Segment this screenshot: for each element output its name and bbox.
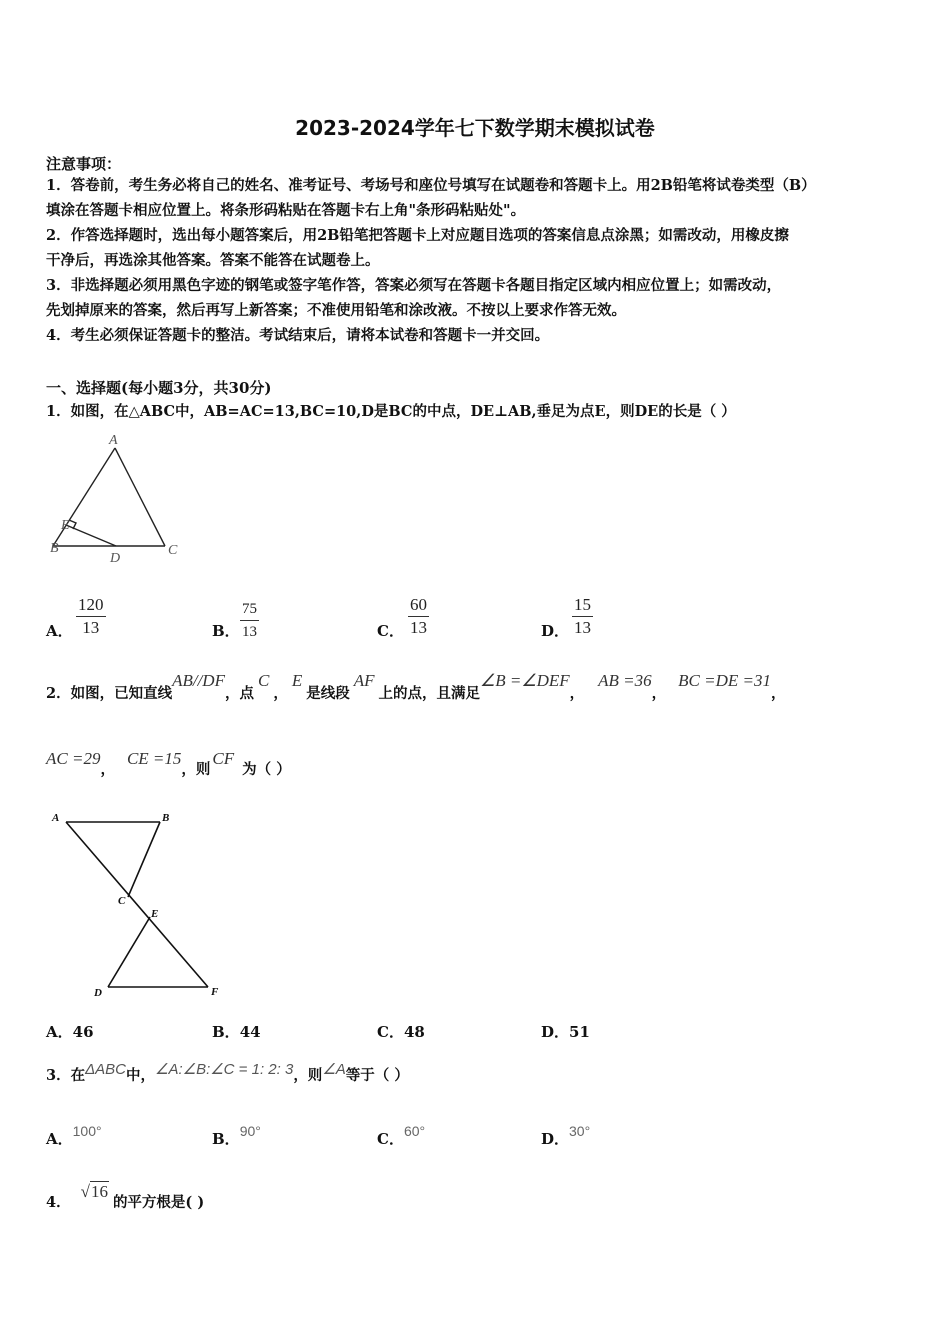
q3-option-c-value: 60°: [403, 1123, 426, 1139]
q3-option-a-value: 100°: [72, 1123, 102, 1139]
q2-option-a[interactable]: [46, 1021, 94, 1042]
note-3-line-1: 3．非选择题必须用黑色字迹的钢笔或签字笔作答，答案必须写在答题卡各题目指定区域内相应位置上；如需改动，: [46, 277, 782, 294]
q2-text-3: ，: [273, 685, 288, 702]
q2-option-c-letter: C．: [377, 1023, 404, 1041]
q1-option-c-fraction: [408, 594, 429, 639]
note-4-line-1: 4．考生必须保证答题卡的整洁。考试结束后，请将本试卷和答题卡一并交回。: [46, 327, 550, 344]
q3-option-a[interactable]: [46, 1124, 102, 1154]
q2-option-b-letter: B．: [212, 1023, 240, 1041]
q1-label-a: A: [109, 433, 118, 448]
q2-math-ce-15: CE =15: [126, 749, 182, 768]
q4-math-radicand: 16: [90, 1182, 108, 1201]
question-4-text: [46, 1182, 205, 1219]
note-4: [46, 323, 908, 348]
question-1-text: 1．如图，在△ABC中，AB=AC=13,BC=10,D是BC的中点，DE⊥AB,垂足为点E，则DE的长是（ ）: [46, 403, 736, 420]
q1-option-b-numerator: 75: [240, 598, 259, 621]
q2-label-c: C: [118, 895, 126, 907]
q1-option-d-fraction: [572, 594, 593, 639]
note-1: [46, 173, 908, 223]
q2-option-b[interactable]: [212, 1021, 261, 1042]
q2-label-e: E: [151, 908, 159, 920]
q4-text-2: 的平方根是( ): [112, 1194, 205, 1211]
q1-option-c-letter[interactable]: C．: [377, 622, 404, 640]
q3-text-4: 等于（ ）: [345, 1067, 409, 1084]
q2-math-ab-parallel-df: AB//DF: [172, 671, 225, 690]
q1-option-b-fraction: [240, 598, 259, 643]
q3-option-b-letter: B．: [212, 1130, 240, 1148]
q2-text-2: ，点: [224, 685, 254, 702]
q2-option-c-value: 48: [403, 1023, 425, 1041]
q1-label-c: C: [168, 543, 178, 558]
question-1-figure: [40, 428, 200, 568]
q2-option-b-value: 44: [239, 1023, 261, 1041]
q1-option-a-letter[interactable]: A．: [46, 622, 73, 640]
q3-option-b-value: 90°: [239, 1123, 261, 1139]
q3-option-a-letter: A．: [46, 1130, 73, 1148]
q2-math-ac-29: AC =29: [46, 749, 101, 768]
q1-option-a-fraction: [76, 594, 106, 639]
q4-math-sqrt: √16: [80, 1182, 108, 1201]
q1-option-b-denominator: 13: [242, 624, 257, 640]
q2-text-10: ，则: [181, 761, 211, 778]
question-3-text: [46, 1060, 409, 1092]
note-3-line-2: 先划掉原来的答案，然后再写上新答案；不准使用铅笔和涂改液。不按以上要求作答无效。: [46, 302, 626, 319]
q2-text-6: ，: [569, 685, 585, 702]
q3-text-3: ，则: [293, 1067, 323, 1084]
q2-math-angle-b-eq-def: ∠B =∠DEF: [480, 671, 570, 690]
q1-label-b: B: [50, 541, 59, 556]
note-2-line-1: 2．作答选择题时，选出每小题答案后，用2B铅笔把答题卡上对应题目选项的答案信息点涂黑；如需改动，用橡皮擦: [46, 227, 789, 244]
q2-option-a-value: 46: [72, 1023, 94, 1041]
q3-option-b[interactable]: [212, 1124, 261, 1154]
q2-label-f: F: [211, 986, 219, 998]
q1-option-a-numerator: 120: [76, 594, 106, 617]
q2-text-9: ，: [100, 761, 115, 778]
q2-segment-bc: [128, 822, 160, 897]
q2-option-a-letter: A．: [46, 1023, 73, 1041]
q2-text-5: 上的点，且满足: [378, 685, 480, 702]
page-title: 2023-2024学年七下数学期末模拟试卷: [295, 116, 655, 140]
q3-option-d-value: 30°: [569, 1123, 591, 1139]
note-1-line-1: 1．答卷前，考生务必将自己的姓名、准考证号、考场号和座位号填写在试题卷和答题卡上。用2B铅笔将试卷类型（B）: [46, 177, 816, 194]
section-heading-choice: 一、选择题(每小题3分，共30分): [46, 379, 272, 397]
q3-math-angle-a: ∠A: [322, 1061, 346, 1078]
q2-math-af: AF: [353, 671, 375, 690]
q2-math-cf: CF: [212, 749, 235, 768]
question-2-line-2: [46, 749, 291, 787]
q3-option-d-letter: D．: [541, 1130, 570, 1148]
note-1-line-2: 填涂在答题卡相应位置上。将条形码粘贴在答题卡右上角"条形码粘贴处"。: [46, 202, 526, 219]
q2-math-bc-de-31: BC =DE =31: [678, 671, 771, 690]
q1-option-b-letter[interactable]: B．: [212, 622, 240, 640]
q2-text-8: ，: [770, 685, 786, 702]
question-2-line-1: [46, 671, 786, 711]
q1-option-c-denominator: 13: [410, 618, 427, 637]
q2-text-11: 为（ ）: [242, 761, 291, 778]
q3-text-2: 中，: [126, 1067, 155, 1084]
q2-option-d[interactable]: [541, 1021, 590, 1042]
q2-text-4: 是线段: [306, 685, 350, 702]
q1-option-c-numerator: 60: [408, 594, 429, 617]
q2-label-a: A: [52, 812, 60, 824]
q1-label-e: E: [61, 518, 70, 533]
note-2: [46, 223, 908, 273]
note-2-line-2: 干净后，再选涂其他答案。答案不能答在试题卷上。: [46, 252, 380, 269]
q2-math-e: E: [291, 671, 303, 690]
q2-text-7: ，: [651, 685, 667, 702]
q2-label-d: D: [94, 987, 102, 999]
q3-text-1: 3．在: [46, 1067, 86, 1084]
q3-option-d[interactable]: [541, 1124, 590, 1154]
question-2-figure: [44, 806, 234, 1006]
q2-text-1: 2．如图，已知直线: [46, 685, 173, 702]
q3-math-angle-ratio: ∠A:∠B:∠C = 1: 2: 3: [155, 1061, 294, 1078]
q4-text-1: 4．: [46, 1194, 71, 1211]
q1-option-d-denominator: 13: [574, 618, 591, 637]
q2-segment-ed: [108, 917, 150, 987]
q2-segment-af: [66, 822, 208, 987]
q1-side-ac: [115, 448, 165, 546]
q2-math-ab-36: AB =36: [598, 671, 652, 690]
q2-option-d-value: 51: [569, 1023, 590, 1041]
note-3: [46, 273, 908, 323]
q2-option-c[interactable]: [377, 1021, 425, 1042]
q3-option-c-letter: C．: [377, 1130, 404, 1148]
notes-heading: 注意事项：: [46, 155, 122, 173]
q1-label-d: D: [110, 551, 121, 566]
q3-option-c[interactable]: [377, 1124, 425, 1154]
q3-math-triangle-abc: ΔABC: [85, 1061, 126, 1078]
q1-option-a-denominator: 13: [82, 618, 100, 637]
q2-label-b: B: [162, 812, 170, 824]
q2-option-d-letter: D．: [541, 1023, 570, 1041]
q1-option-d-numerator: 15: [572, 594, 593, 617]
q2-math-c: C: [257, 671, 270, 690]
q1-option-d-letter[interactable]: D．: [541, 622, 570, 640]
